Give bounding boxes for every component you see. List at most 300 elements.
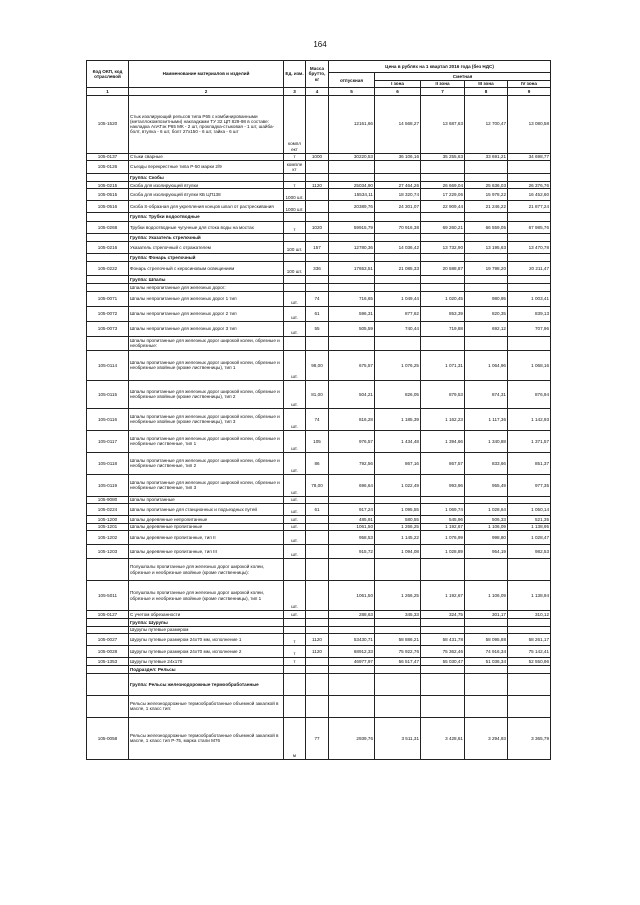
empty-cell bbox=[284, 213, 306, 221]
item-mass bbox=[306, 496, 329, 503]
item-mass: 1020 bbox=[306, 221, 329, 233]
item-code: 105-0071 bbox=[87, 291, 129, 306]
header-code: Код ОКП, код отраслевой bbox=[87, 61, 129, 88]
table-row bbox=[87, 161, 551, 174]
item-name: Стыки сварные bbox=[129, 153, 284, 160]
price-zone1: 1 095,55 bbox=[375, 504, 421, 516]
empty-cell bbox=[329, 618, 375, 626]
price-zone1: 58 886,21 bbox=[375, 634, 421, 646]
col-num: 9 bbox=[508, 88, 551, 95]
item-name: Полушпалы пропитанные для железных дорог широкой колеи, обрезные и необрезные хвойные (кроме лиственницы), тип 1 bbox=[129, 581, 284, 611]
price-zone1: 1 022,49 bbox=[375, 474, 421, 496]
item-mass bbox=[306, 611, 329, 618]
price-zone3: 66 559,05 bbox=[465, 221, 508, 233]
price-zone4: 982,53 bbox=[508, 545, 551, 559]
table-row bbox=[87, 95, 551, 153]
empty-cell bbox=[329, 253, 375, 261]
subgroup-row bbox=[87, 336, 551, 350]
empty-cell bbox=[375, 665, 421, 673]
price-zone3: 12 700,47 bbox=[465, 95, 508, 153]
item-mass bbox=[306, 95, 329, 153]
empty-cell bbox=[284, 284, 306, 291]
price-release: 485,91 bbox=[329, 516, 375, 523]
empty-cell bbox=[375, 233, 421, 241]
table-row bbox=[87, 545, 551, 559]
column-number-row bbox=[87, 88, 551, 95]
item-mass: 61 bbox=[306, 504, 329, 516]
table-row bbox=[87, 430, 551, 452]
subgroup-name: Шпалы непропитанные для железных дорог: bbox=[129, 284, 284, 291]
table-row bbox=[87, 523, 551, 530]
price-zone1: 27 464,26 bbox=[375, 182, 421, 189]
header-row-1 bbox=[87, 61, 551, 73]
empty-cell bbox=[284, 559, 306, 581]
item-name: Шпалы деревянные непропитанные bbox=[129, 516, 284, 523]
page-number: 164 bbox=[313, 40, 327, 49]
item-name: Шпалы пропитанные для железных дорог широкой колеи, обрезные и необрезные лиственные, тип 1 bbox=[129, 430, 284, 452]
item-name: Шпалы непропитанные для железных дорог 3 тип bbox=[129, 321, 284, 336]
table-row bbox=[87, 658, 551, 665]
price-zone1: 3 511,31 bbox=[375, 717, 421, 759]
price-zone3: 58 095,88 bbox=[465, 634, 508, 646]
price-zone3: 1 106,09 bbox=[465, 523, 508, 530]
empty-cell bbox=[508, 276, 551, 284]
item-code: 105-0115 bbox=[87, 380, 129, 408]
item-mass: 1000 bbox=[306, 153, 329, 160]
price-zone2: 13 732,90 bbox=[421, 241, 465, 253]
empty-cell bbox=[508, 559, 551, 581]
item-code: 105-0119 bbox=[87, 474, 129, 496]
price-release bbox=[329, 496, 375, 503]
price-zone2: 1 192,67 bbox=[421, 581, 465, 611]
empty-cell bbox=[87, 284, 129, 291]
empty-cell bbox=[284, 233, 306, 241]
empty-cell bbox=[375, 276, 421, 284]
col-num: 1 bbox=[87, 88, 129, 95]
item-unit: т bbox=[284, 153, 306, 160]
item-code: 105-0127 bbox=[87, 611, 129, 618]
empty-cell bbox=[421, 284, 465, 291]
price-zone1: 1 094,08 bbox=[375, 545, 421, 559]
price-zone2: 20 588,87 bbox=[421, 262, 465, 276]
empty-cell bbox=[284, 695, 306, 717]
price-zone3: 21 246,22 bbox=[465, 201, 508, 213]
price-zone4: 3 365,79 bbox=[508, 717, 551, 759]
empty-cell bbox=[306, 253, 329, 261]
price-release: 716,65 bbox=[329, 291, 375, 306]
item-mass bbox=[306, 531, 329, 545]
price-zone4: 75 142,41 bbox=[508, 646, 551, 658]
empty-cell bbox=[329, 626, 375, 633]
col-num: 8 bbox=[465, 88, 508, 95]
price-zone2: 1 020,45 bbox=[421, 291, 465, 306]
empty-cell bbox=[465, 173, 508, 181]
table-body bbox=[87, 95, 551, 759]
empty-cell bbox=[421, 618, 465, 626]
price-zone2: 545,96 bbox=[421, 516, 465, 523]
price-release: 816,28 bbox=[329, 408, 375, 430]
price-zone2: 1 394,66 bbox=[421, 430, 465, 452]
item-mass: 1120 bbox=[306, 646, 329, 658]
item-name: Шпалы непропитанные для железных дорог 1 тип bbox=[129, 291, 284, 306]
empty-cell bbox=[465, 665, 508, 673]
price-zone3: 51 036,34 bbox=[465, 658, 508, 665]
price-zone2: 853,39 bbox=[421, 306, 465, 321]
empty-cell bbox=[508, 665, 551, 673]
subgroup-name: Шпалы пропитанные для железных дорог широкой колеи, обрезные и необрезные: bbox=[129, 336, 284, 350]
price-zone1: 867,16 bbox=[375, 452, 421, 474]
item-code: 105-0027 bbox=[87, 634, 129, 646]
empty-cell bbox=[329, 233, 375, 241]
group-row bbox=[87, 665, 551, 673]
empty-cell bbox=[465, 284, 508, 291]
price-zone1: 1 185,39 bbox=[375, 408, 421, 430]
empty-cell bbox=[421, 213, 465, 221]
empty-cell bbox=[87, 173, 129, 181]
price-zone3: 33 691,21 bbox=[465, 153, 508, 160]
group-name: Группа: Скобы bbox=[129, 173, 284, 181]
item-unit: компле кт bbox=[284, 161, 306, 174]
item-mass: 86 bbox=[306, 452, 329, 474]
item-code: 105-0224 bbox=[87, 504, 129, 516]
item-mass: 98,00 bbox=[306, 350, 329, 380]
item-unit: шт. bbox=[284, 291, 306, 306]
table-row bbox=[87, 221, 551, 233]
price-zone3: 874,31 bbox=[465, 380, 508, 408]
item-mass: 55 bbox=[306, 321, 329, 336]
price-zone3: 954,19 bbox=[465, 545, 508, 559]
item-name: Шпалы пропитанные bbox=[129, 496, 284, 503]
empty-cell bbox=[421, 233, 465, 241]
empty-cell bbox=[329, 284, 375, 291]
price-zone3: 15 978,22 bbox=[465, 189, 508, 201]
price-zone2: 1 076,99 bbox=[421, 531, 465, 545]
price-zone3: 1 340,88 bbox=[465, 430, 508, 452]
item-code: 105-0114 bbox=[87, 350, 129, 380]
price-zone2: 22 909,44 bbox=[421, 201, 465, 213]
price-zone2: 13 687,63 bbox=[421, 95, 465, 153]
item-unit: шт. bbox=[284, 474, 306, 496]
price-zone4: 1 028,47 bbox=[508, 531, 551, 545]
item-name: Трубки водоотводные чугунные для стока воды на мостах bbox=[129, 221, 284, 233]
price-zone1: 14 568,27 bbox=[375, 95, 421, 153]
group-name: Группа: Указатель стрелочный bbox=[129, 233, 284, 241]
group-row bbox=[87, 233, 551, 241]
item-name: Шурупы путевые 24х170 bbox=[129, 658, 284, 665]
item-code: 105-0515 bbox=[87, 189, 129, 201]
price-zone4: 1 003,41 bbox=[508, 291, 551, 306]
price-release: 20389,76 bbox=[329, 201, 375, 213]
item-name: Шпалы деревянные пропитанные, тип III bbox=[129, 545, 284, 559]
empty-cell bbox=[465, 618, 508, 626]
price-zone2: 324,75 bbox=[421, 611, 465, 618]
item-code: 105-0215 bbox=[87, 182, 129, 189]
col-num: 5 bbox=[329, 88, 375, 95]
price-zone1 bbox=[375, 496, 421, 503]
price-zone2: 867,57 bbox=[421, 452, 465, 474]
empty-cell bbox=[421, 695, 465, 717]
item-unit: 1000 шт. bbox=[284, 189, 306, 201]
item-name: Шурупы путевые размером 24х70 мм, исполнение 2 bbox=[129, 646, 284, 658]
price-zone4: 839,13 bbox=[508, 306, 551, 321]
item-name: Скоба S-образная для укрепления концов шпал от растрескивания bbox=[129, 201, 284, 213]
price-zone1: 1 266,25 bbox=[375, 581, 421, 611]
empty-cell bbox=[465, 695, 508, 717]
item-code: 105-0117 bbox=[87, 430, 129, 452]
empty-cell bbox=[375, 695, 421, 717]
table-row bbox=[87, 452, 551, 474]
table-row bbox=[87, 408, 551, 430]
empty-cell bbox=[284, 618, 306, 626]
item-code: 105-0058 bbox=[87, 717, 129, 759]
item-name: Стык изолирующий рельсов типа Р65 с комбинированными (металлокомпозитными) накладками ТУ 32 ЦП 829-98 в составе: накладка АпАТэк Р65 МК - 2 шт, прокладка-стыковая - 1 шт, шайба-болт, втулка - 6 шт, болт 27х150 - 6 шт, гайка - 6 шт bbox=[129, 95, 284, 153]
price-release: 25034,90 bbox=[329, 182, 375, 189]
price-release: 792,56 bbox=[329, 452, 375, 474]
table-row bbox=[87, 474, 551, 496]
subgroup-row bbox=[87, 695, 551, 717]
item-mass: 74 bbox=[306, 291, 329, 306]
price-zone4: 20 211,47 bbox=[508, 262, 551, 276]
price-zone4: 34 698,77 bbox=[508, 153, 551, 160]
price-zone4 bbox=[508, 496, 551, 503]
price-zone2: 993,96 bbox=[421, 474, 465, 496]
empty-cell bbox=[421, 276, 465, 284]
price-zone2 bbox=[421, 161, 465, 174]
group-row bbox=[87, 213, 551, 221]
item-name: Шпалы пропитанные для железных дорог широкой колеи, обрезные и необрезные лиственные, тип 3 bbox=[129, 474, 284, 496]
item-code: 105-0118 bbox=[87, 452, 129, 474]
price-zone3: 25 636,03 bbox=[465, 182, 508, 189]
empty-cell bbox=[87, 233, 129, 241]
item-code: 105-0137 bbox=[87, 153, 129, 160]
empty-cell bbox=[306, 276, 329, 284]
item-mass bbox=[306, 161, 329, 174]
item-code: 105-0072 bbox=[87, 306, 129, 321]
price-release: 15534,11 bbox=[329, 189, 375, 201]
price-release: 917,24 bbox=[329, 504, 375, 516]
price-zone4: 13 470,78 bbox=[508, 241, 551, 253]
price-zone4: 21 877,24 bbox=[508, 201, 551, 213]
empty-cell bbox=[306, 336, 329, 350]
empty-cell bbox=[465, 253, 508, 261]
item-name: Шпалы непропитанные для железных дорог 2 тип bbox=[129, 306, 284, 321]
item-mass: 157 bbox=[306, 241, 329, 253]
empty-cell bbox=[87, 673, 129, 695]
price-release: 976,57 bbox=[329, 430, 375, 452]
item-name: Скоба для изолирующей втулки bbox=[129, 182, 284, 189]
price-zone4: 52 550,96 bbox=[508, 658, 551, 665]
price-zone1: 56 517,47 bbox=[375, 658, 421, 665]
item-unit: шт. bbox=[284, 306, 306, 321]
price-zone1: 75 922,76 bbox=[375, 646, 421, 658]
col-num: 6 bbox=[375, 88, 421, 95]
price-release: 915,72 bbox=[329, 545, 375, 559]
price-zone3: 955,49 bbox=[465, 474, 508, 496]
table-row bbox=[87, 350, 551, 380]
group-row bbox=[87, 276, 551, 284]
empty-cell bbox=[329, 336, 375, 350]
empty-cell bbox=[306, 673, 329, 695]
item-unit: шт. bbox=[284, 430, 306, 452]
item-code: 105-0216 bbox=[87, 241, 129, 253]
price-zone4: 67 985,76 bbox=[508, 221, 551, 233]
empty-cell bbox=[508, 173, 551, 181]
empty-cell bbox=[508, 673, 551, 695]
empty-cell bbox=[375, 284, 421, 291]
price-zone1: 1 434,48 bbox=[375, 430, 421, 452]
item-mass: 1120 bbox=[306, 634, 329, 646]
price-zone1: 21 085,33 bbox=[375, 262, 421, 276]
header-zone3: III зона bbox=[465, 80, 508, 87]
price-zone4: 16 452,60 bbox=[508, 189, 551, 201]
price-zone2: 719,88 bbox=[421, 321, 465, 336]
item-mass: 78,00 bbox=[306, 474, 329, 496]
price-zone3: 833,66 bbox=[465, 452, 508, 474]
item-code: 105-5011 bbox=[87, 581, 129, 611]
item-unit: шт. bbox=[284, 531, 306, 545]
empty-cell bbox=[375, 618, 421, 626]
price-zone4: 851,37 bbox=[508, 452, 551, 474]
item-unit: шт. bbox=[284, 581, 306, 611]
price-zone2: 1 162,23 bbox=[421, 408, 465, 430]
empty-cell bbox=[375, 559, 421, 581]
price-release: 505,59 bbox=[329, 321, 375, 336]
item-code: 105-1200 bbox=[87, 516, 129, 523]
empty-cell bbox=[421, 173, 465, 181]
empty-cell bbox=[508, 336, 551, 350]
table-row bbox=[87, 646, 551, 658]
price-zone2: 75 362,46 bbox=[421, 646, 465, 658]
item-name: Указатель стрелочный с отражателем bbox=[129, 241, 284, 253]
empty-cell bbox=[329, 173, 375, 181]
item-unit: компл ект bbox=[284, 95, 306, 153]
item-mass: 105 bbox=[306, 430, 329, 452]
header-release: отпускная bbox=[329, 73, 375, 88]
item-name: Рельсы железнодорожные термообработанные объемной закалкой в масле, 1 класс тип Р-75, марка стали М76 bbox=[129, 717, 284, 759]
price-release: 53430,71 bbox=[329, 634, 375, 646]
price-zone3: 980,95 bbox=[465, 291, 508, 306]
item-code: 105-1201 bbox=[87, 523, 129, 530]
item-mass bbox=[306, 516, 329, 523]
empty-cell bbox=[306, 626, 329, 633]
empty-cell bbox=[465, 213, 508, 221]
price-zone3 bbox=[465, 496, 508, 503]
item-unit: шт. bbox=[284, 523, 306, 530]
item-code: 105-0222 bbox=[87, 262, 129, 276]
empty-cell bbox=[87, 665, 129, 673]
group-name: Группа: Трубки водоотводные bbox=[129, 213, 284, 221]
price-zone2: 1 192,67 bbox=[421, 523, 465, 530]
empty-cell bbox=[329, 213, 375, 221]
table-row bbox=[87, 634, 551, 646]
price-zone3: 13 195,63 bbox=[465, 241, 508, 253]
price-release: 12161,66 bbox=[329, 95, 375, 153]
item-unit: шт. bbox=[284, 408, 306, 430]
price-zone1: 345,33 bbox=[375, 611, 421, 618]
price-release: 68912,33 bbox=[329, 646, 375, 658]
empty-cell bbox=[421, 665, 465, 673]
item-unit: шт. bbox=[284, 452, 306, 474]
table-row bbox=[87, 262, 551, 276]
empty-cell bbox=[329, 276, 375, 284]
item-unit: шт. bbox=[284, 611, 306, 618]
price-zone1: 24 301,07 bbox=[375, 201, 421, 213]
price-zone3: 998,80 bbox=[465, 531, 508, 545]
item-unit: м bbox=[284, 717, 306, 759]
item-code: 105-0116 bbox=[87, 408, 129, 430]
item-mass: 81,00 bbox=[306, 380, 329, 408]
item-code: 105-1353 bbox=[87, 658, 129, 665]
table-row bbox=[87, 504, 551, 516]
item-mass: 77 bbox=[306, 717, 329, 759]
price-zone2: 17 229,06 bbox=[421, 189, 465, 201]
price-zone2: 69 260,21 bbox=[421, 221, 465, 233]
price-zone4: 1 371,57 bbox=[508, 430, 551, 452]
price-zone4: 1 138,94 bbox=[508, 581, 551, 611]
price-zone2: 1 071,31 bbox=[421, 350, 465, 380]
empty-cell bbox=[375, 213, 421, 221]
price-zone3: 1 064,96 bbox=[465, 350, 508, 380]
item-name: Шпалы пропитанные для железных дорог широкой колеи, обрезные и необрезные хвойные (кроме лиственницы), тип 1 bbox=[129, 350, 284, 380]
price-zone2: 1 028,89 bbox=[421, 545, 465, 559]
group-row bbox=[87, 673, 551, 695]
empty-cell bbox=[87, 626, 129, 633]
empty-cell bbox=[284, 276, 306, 284]
empty-cell bbox=[306, 173, 329, 181]
group-name: Подраздел: Рельсы bbox=[129, 665, 284, 673]
price-release: 696,64 bbox=[329, 474, 375, 496]
item-unit: 100 шт. bbox=[284, 241, 306, 253]
price-zone2: 3 428,61 bbox=[421, 717, 465, 759]
group-row bbox=[87, 173, 551, 181]
table-row bbox=[87, 531, 551, 545]
table-row bbox=[87, 717, 551, 759]
item-mass: 74 bbox=[306, 408, 329, 430]
empty-cell bbox=[465, 233, 508, 241]
item-unit: т bbox=[284, 646, 306, 658]
table-row bbox=[87, 380, 551, 408]
empty-cell bbox=[306, 284, 329, 291]
price-zone3: 3 294,93 bbox=[465, 717, 508, 759]
table-row bbox=[87, 306, 551, 321]
empty-cell bbox=[329, 673, 375, 695]
price-zone2: 55 030,47 bbox=[421, 658, 465, 665]
empty-cell bbox=[284, 336, 306, 350]
empty-cell bbox=[375, 336, 421, 350]
price-zone4: 977,35 bbox=[508, 474, 551, 496]
item-name: Съезды перекрестные типа Р-50 марки 2/9 bbox=[129, 161, 284, 174]
header-price-group: Цена в рублях на 1 квартал 2016 года (без НДС) bbox=[329, 61, 551, 73]
empty-cell bbox=[87, 253, 129, 261]
subgroup-name: Шурупы путевые размером bbox=[129, 626, 284, 633]
price-zone2 bbox=[421, 496, 465, 503]
empty-cell bbox=[306, 695, 329, 717]
price-zone3: 820,35 bbox=[465, 306, 508, 321]
price-release: 288,63 bbox=[329, 611, 375, 618]
price-table bbox=[86, 60, 551, 760]
empty-cell bbox=[508, 284, 551, 291]
empty-cell bbox=[421, 559, 465, 581]
group-name: Группа: Фонарь стрелочный bbox=[129, 253, 284, 261]
empty-cell bbox=[284, 173, 306, 181]
item-name: Шпалы деревянные пропитанные bbox=[129, 523, 284, 530]
item-unit: т bbox=[284, 634, 306, 646]
header-estimate: Сметная bbox=[375, 73, 551, 80]
price-release: 12780,36 bbox=[329, 241, 375, 253]
col-num: 7 bbox=[421, 88, 465, 95]
price-zone4: 1 142,93 bbox=[508, 408, 551, 430]
price-zone3: 1 106,09 bbox=[465, 581, 508, 611]
